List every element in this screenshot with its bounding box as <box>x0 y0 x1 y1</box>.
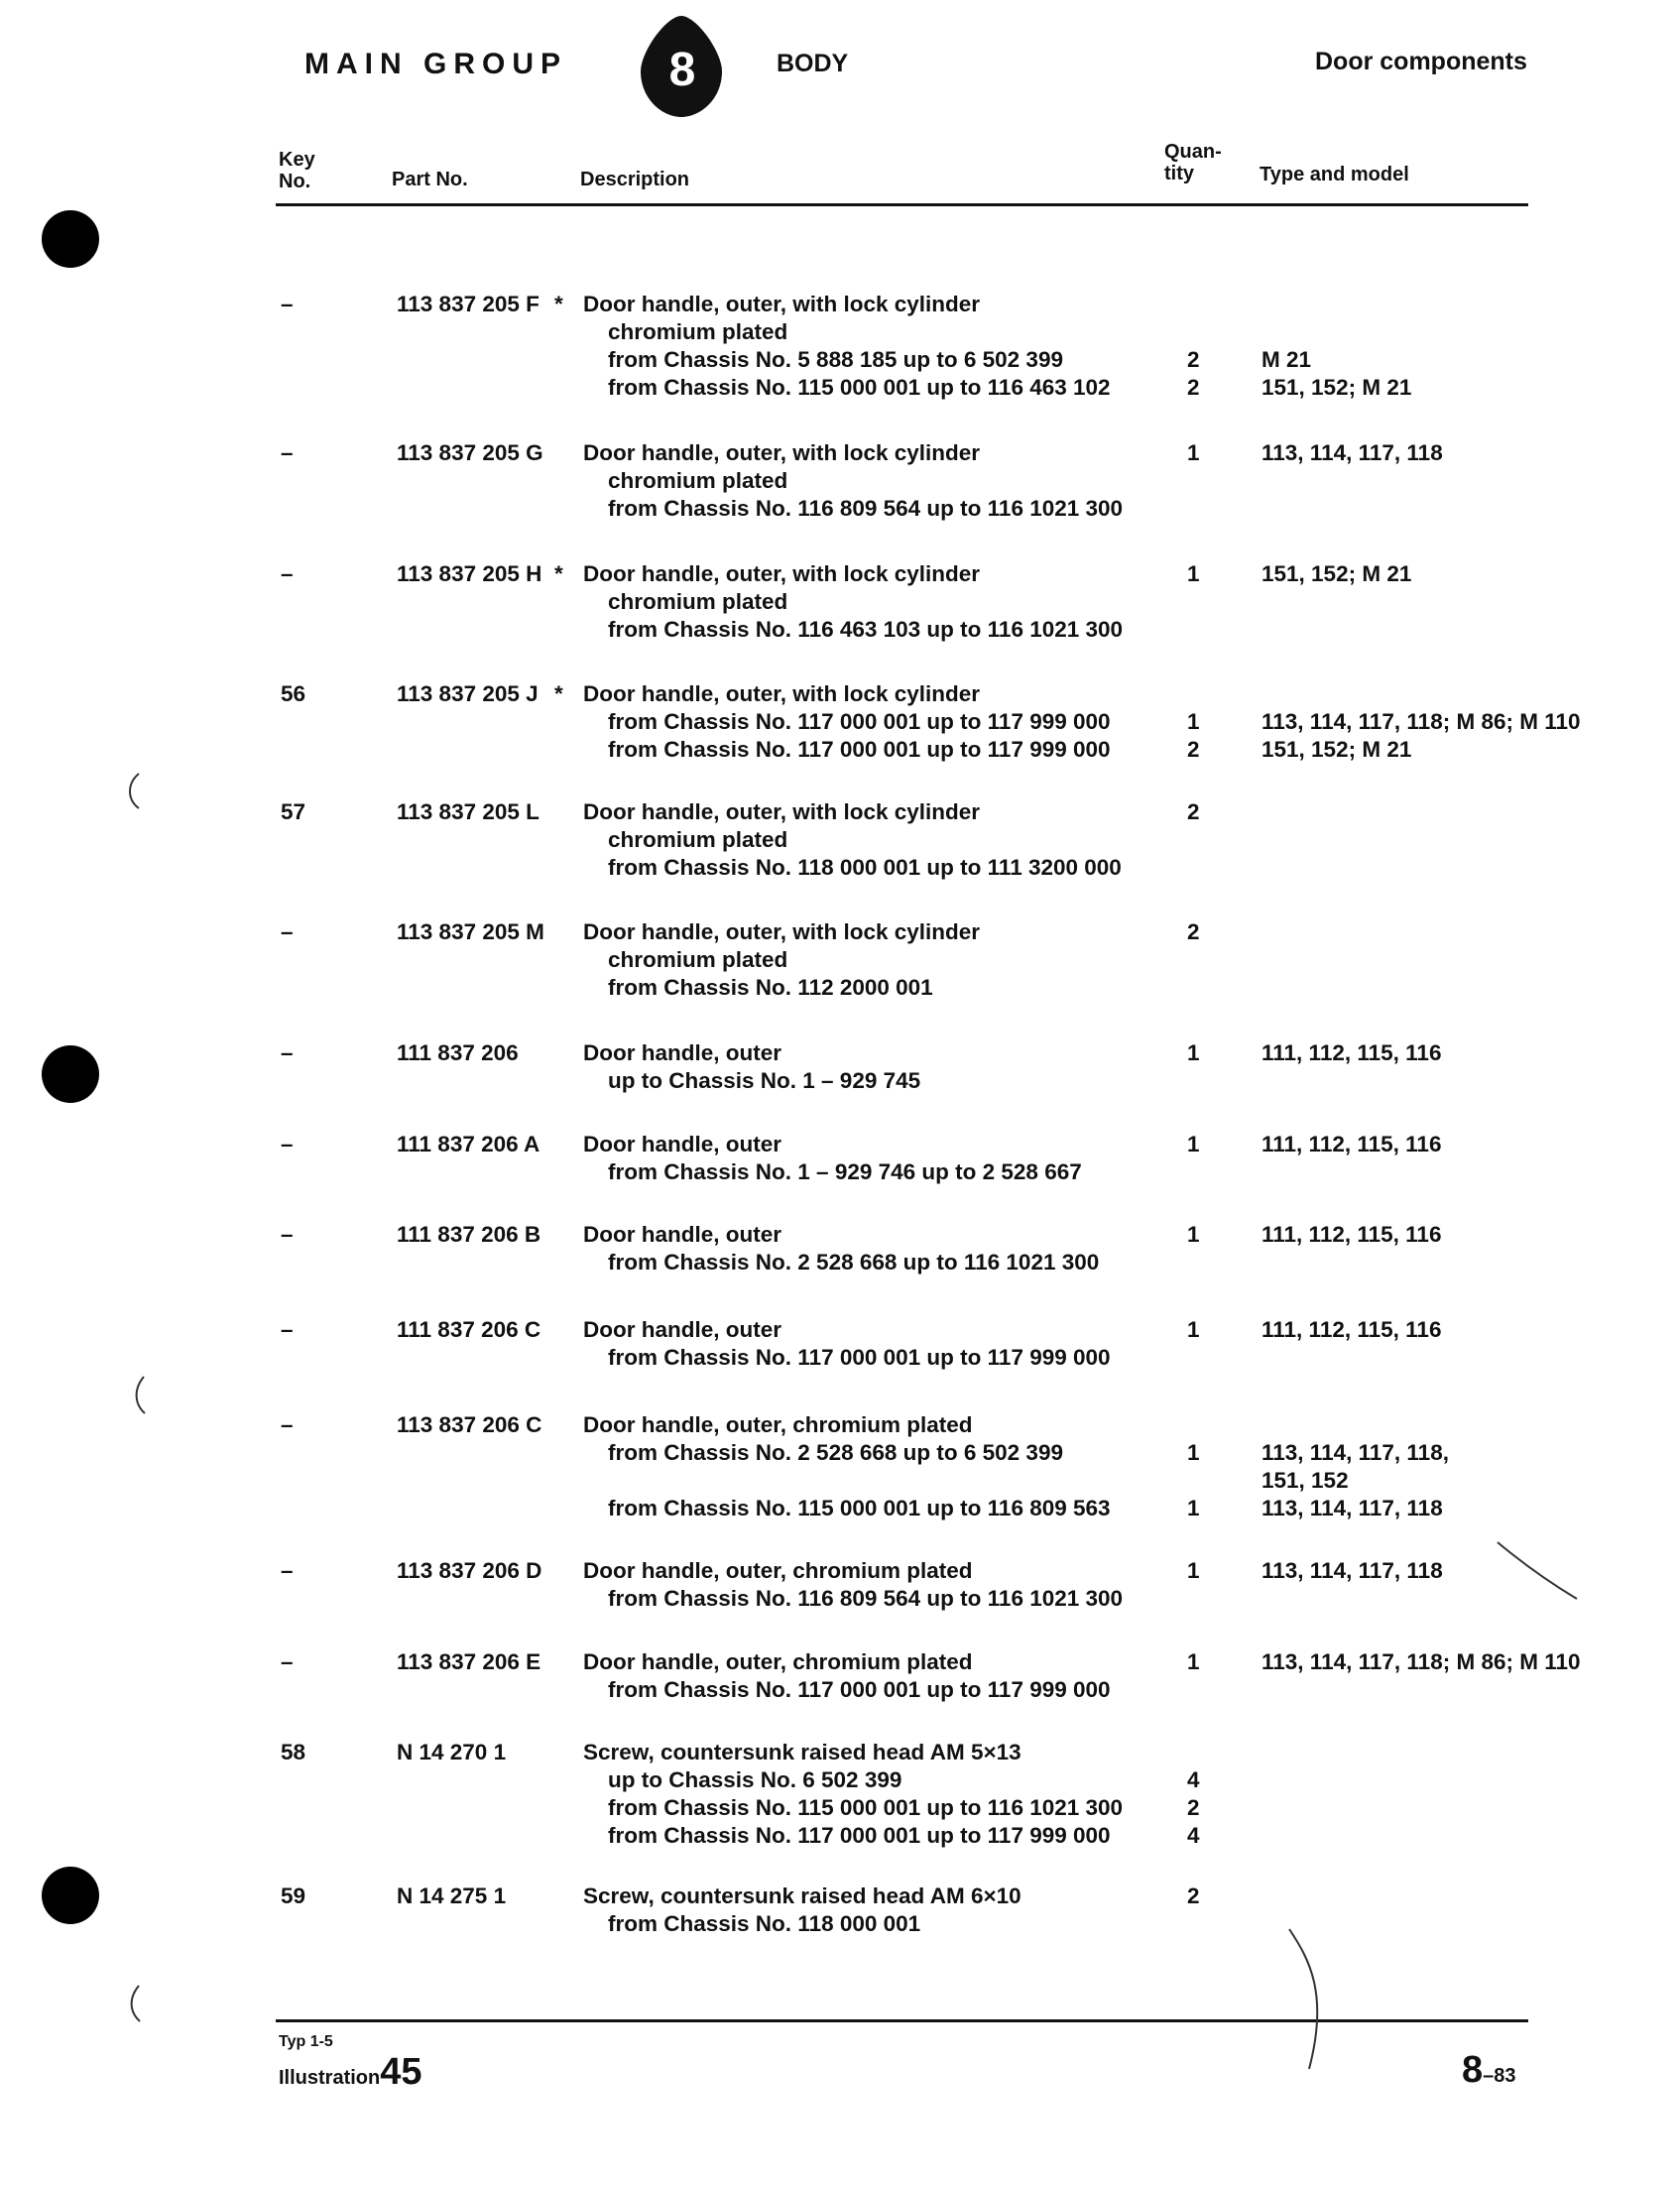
key-number: – <box>281 919 294 944</box>
quantity: 1 <box>1187 1222 1200 1247</box>
description: Screw, countersunk raised head AM 5×13 <box>583 1740 1021 1764</box>
part-number: 111 837 206 A <box>397 1132 540 1156</box>
sub-line: chromium plated <box>608 947 788 972</box>
quantity: 4 <box>1187 1823 1200 1848</box>
quantity: 1 <box>1187 1132 1200 1156</box>
part-number: 113 837 205 J <box>397 681 539 706</box>
part-number: 113 837 205 H <box>397 561 542 586</box>
part-number: 113 837 205 M <box>397 919 544 944</box>
part-number: N 14 275 1 <box>397 1883 507 1908</box>
description: Door handle, outer <box>583 1132 782 1156</box>
description: Door handle, outer <box>583 1222 782 1247</box>
quantity: 1 <box>1187 1440 1200 1465</box>
key-number: – <box>281 292 294 316</box>
key-number: 57 <box>281 799 306 824</box>
description: Door handle, outer, with lock cylinder <box>583 292 981 316</box>
sub-line: chromium plated <box>608 319 788 344</box>
part-number: 111 837 206 C <box>397 1317 541 1342</box>
key-number: – <box>281 561 294 586</box>
key-number: – <box>281 440 294 465</box>
key-number: – <box>281 1040 294 1065</box>
quantity: 2 <box>1187 919 1200 944</box>
key-number: 56 <box>281 681 306 706</box>
description: Door handle, outer, with lock cylinder <box>583 919 981 944</box>
part-number: 113 837 206 C <box>397 1412 542 1437</box>
type-model: 113, 114, 117, 118 <box>1261 440 1443 465</box>
type-model: 111, 112, 115, 116 <box>1261 1222 1442 1247</box>
description: Door handle, outer, chromium plated <box>583 1558 973 1583</box>
page-group-number: 8 <box>1462 2049 1484 2091</box>
part-number: 113 837 206 D <box>397 1558 542 1583</box>
part-number: 113 837 205 G <box>397 440 543 465</box>
sub-line: from Chassis No. 112 2000 001 <box>608 975 933 1000</box>
column-header-part: Part No. <box>392 169 468 190</box>
quantity: 1 <box>1187 561 1200 586</box>
sub-line: from Chassis No. 115 000 001 up to 116 463 102 <box>608 375 1111 400</box>
sub-line: from Chassis No. 117 000 001 up to 117 999 000 <box>608 1677 1111 1702</box>
quantity: 1 <box>1187 1496 1200 1520</box>
sub-line: from Chassis No. 2 528 668 up to 116 1021 300 <box>608 1250 1100 1275</box>
quantity: 1 <box>1187 1649 1200 1674</box>
sub-line: from Chassis No. 5 888 185 up to 6 502 399 <box>608 347 1063 372</box>
quantity: 2 <box>1187 1795 1200 1820</box>
type-model: 151, 152; M 21 <box>1261 561 1412 586</box>
type-model: M 21 <box>1261 347 1312 372</box>
illustration-number: 45 <box>380 2051 422 2093</box>
sub-line: chromium plated <box>608 827 788 852</box>
part-number: 111 837 206 B <box>397 1222 541 1247</box>
quantity: 4 <box>1187 1767 1200 1792</box>
svg-text:8: 8 <box>668 44 696 96</box>
description: Door handle, outer, with lock cylinder <box>583 561 981 586</box>
part-number: 113 837 205 F <box>397 292 540 316</box>
type-model: 111, 112, 115, 116 <box>1261 1132 1442 1156</box>
sub-line: from Chassis No. 117 000 001 up to 117 999 000 <box>608 709 1111 734</box>
key-number: – <box>281 1222 294 1247</box>
type-model: 151, 152; M 21 <box>1261 737 1412 762</box>
column-header-key: Key No. <box>279 149 315 192</box>
sub-line: up to Chassis No. 6 502 399 <box>608 1767 902 1792</box>
main-group-label: MAIN GROUP <box>304 48 567 80</box>
description: Door handle, outer, chromium plated <box>583 1649 973 1674</box>
key-number: 59 <box>281 1883 306 1908</box>
quantity: 1 <box>1187 440 1200 465</box>
illustration-label: Illustration <box>279 2067 381 2089</box>
type-model: 113, 114, 117, 118 <box>1261 1558 1443 1583</box>
type-model: 113, 114, 117, 118; M 86; M 110 <box>1261 1649 1581 1674</box>
revision-star: * <box>554 292 563 316</box>
type-model: 151, 152 <box>1261 1468 1349 1493</box>
type-model: 113, 114, 117, 118; M 86; M 110 <box>1261 709 1581 734</box>
sub-line: from Chassis No. 118 000 001 <box>608 1911 921 1936</box>
sub-line: from Chassis No. 115 000 001 up to 116 809 563 <box>608 1496 1111 1520</box>
type-model: 113, 114, 117, 118 <box>1261 1496 1443 1520</box>
sub-line: from Chassis No. 1 – 929 746 up to 2 528 667 <box>608 1159 1082 1184</box>
revision-star: * <box>554 561 563 586</box>
column-header-type: Type and model <box>1260 164 1409 185</box>
quantity: 1 <box>1187 1317 1200 1342</box>
key-number: – <box>281 1649 294 1674</box>
quantity: 2 <box>1187 799 1200 824</box>
sub-line: up to Chassis No. 1 – 929 745 <box>608 1068 921 1093</box>
quantity: 1 <box>1187 709 1200 734</box>
quantity: 2 <box>1187 375 1200 400</box>
sub-line: from Chassis No. 117 000 001 up to 117 999 000 <box>608 1345 1111 1370</box>
sub-line: from Chassis No. 2 528 668 up to 6 502 399 <box>608 1440 1063 1465</box>
key-number: 58 <box>281 1740 306 1764</box>
key-number: – <box>281 1132 294 1156</box>
type-model: 111, 112, 115, 116 <box>1261 1040 1442 1065</box>
description: Door handle, outer, with lock cylinder <box>583 799 981 824</box>
key-number: – <box>281 1558 294 1583</box>
key-number: – <box>281 1317 294 1342</box>
sub-line: from Chassis No. 115 000 001 up to 116 1021 300 <box>608 1795 1124 1820</box>
footer-typ: Typ 1-5 <box>279 2033 333 2050</box>
column-header-description: Description <box>580 169 690 190</box>
sub-line: chromium plated <box>608 589 788 614</box>
type-model: 113, 114, 117, 118, <box>1261 1440 1449 1465</box>
quantity: 2 <box>1187 347 1200 372</box>
type-model: 111, 112, 115, 116 <box>1261 1317 1442 1342</box>
page-sub-number: 83 <box>1494 2065 1516 2087</box>
key-number: – <box>281 1412 294 1437</box>
description: Door handle, outer, with lock cylinder <box>583 440 981 465</box>
description: Door handle, outer, with lock cylinder <box>583 681 981 706</box>
part-number: 113 837 206 E <box>397 1649 541 1674</box>
description: Door handle, outer <box>583 1040 782 1065</box>
sub-line: from Chassis No. 116 463 103 up to 116 1021 300 <box>608 617 1124 642</box>
section-title: Door components <box>1315 48 1527 75</box>
page-separator: – <box>1483 2065 1495 2087</box>
revision-star: * <box>554 681 563 706</box>
sub-line: chromium plated <box>608 468 788 493</box>
group-name-label: BODY <box>777 50 849 77</box>
type-model: 151, 152; M 21 <box>1261 375 1412 400</box>
description: Screw, countersunk raised head AM 6×10 <box>583 1883 1021 1908</box>
sub-line: from Chassis No. 116 809 564 up to 116 1021 300 <box>608 496 1124 521</box>
part-number: N 14 270 1 <box>397 1740 507 1764</box>
sub-line: from Chassis No. 117 000 001 up to 117 999 000 <box>608 1823 1111 1848</box>
sub-line: from Chassis No. 116 809 564 up to 116 1021 300 <box>608 1586 1124 1611</box>
sub-line: from Chassis No. 118 000 001 up to 111 3200 000 <box>608 855 1122 880</box>
description: Door handle, outer <box>583 1317 782 1342</box>
part-number: 113 837 205 L <box>397 799 540 824</box>
part-number: 111 837 206 <box>397 1040 519 1065</box>
description: Door handle, outer, chromium plated <box>583 1412 973 1437</box>
quantity: 2 <box>1187 737 1200 762</box>
column-header-quantity: Quan- tity <box>1164 141 1222 184</box>
quantity: 1 <box>1187 1040 1200 1065</box>
sub-line: from Chassis No. 117 000 001 up to 117 999 000 <box>608 737 1111 762</box>
quantity: 2 <box>1187 1883 1200 1908</box>
quantity: 1 <box>1187 1558 1200 1583</box>
